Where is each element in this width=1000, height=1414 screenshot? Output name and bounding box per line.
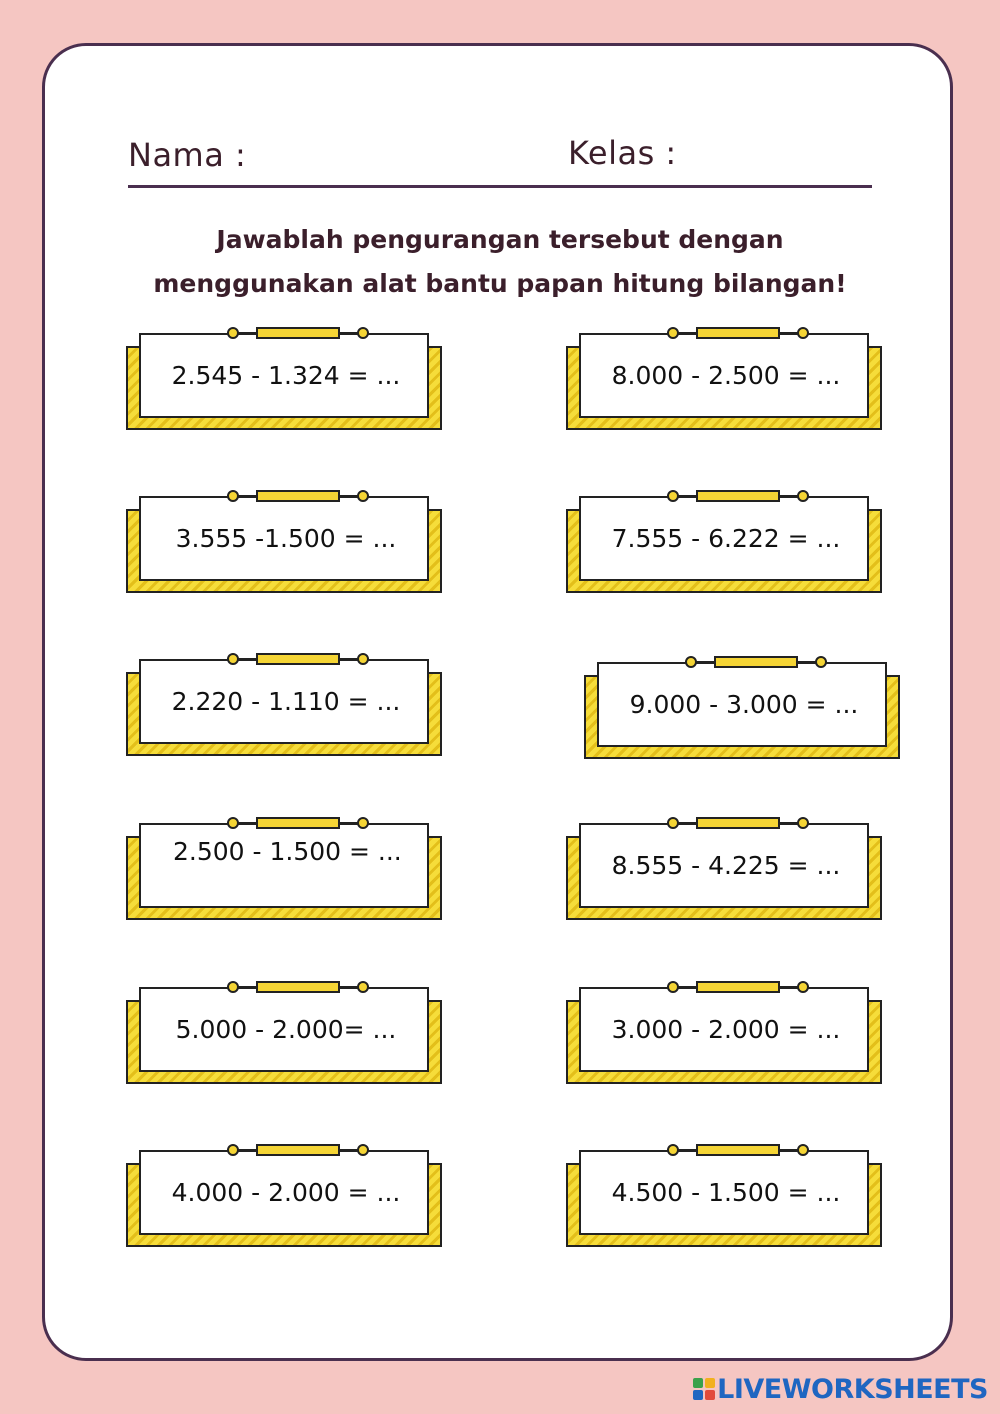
problem-text: 3.555 -1.500 = ...	[175, 524, 397, 553]
problem-text: 2.545 - 1.324 = ...	[171, 361, 401, 390]
clip-icon	[256, 817, 340, 829]
problem-text: 4.500 - 1.500 = ...	[611, 1178, 841, 1207]
instruction-line-1: Jawablah pengurangan tersebut dengan	[216, 225, 784, 254]
problem-text: 2.220 - 1.110 = ...	[171, 687, 401, 716]
problem-card	[566, 987, 882, 1087]
problem-text: 8.000 - 2.500 = ...	[611, 361, 841, 390]
problem-text: 8.555 - 4.225 = ...	[611, 851, 841, 880]
header-divider	[128, 185, 872, 188]
clip-icon	[256, 653, 340, 665]
clip-icon	[256, 1144, 340, 1156]
liveworksheets-footer[interactable]	[693, 1372, 988, 1406]
problem-card	[126, 333, 442, 433]
clip-icon	[696, 327, 780, 339]
clip-icon	[696, 817, 780, 829]
problem-text: 2.500 - 1.500 = ...	[173, 837, 402, 866]
problem-card	[566, 333, 882, 433]
problem-card	[126, 1150, 442, 1250]
problem-card	[566, 496, 882, 596]
liveworksheets-logo-icon	[693, 1378, 715, 1400]
problem-card	[584, 662, 900, 762]
clip-icon	[696, 1144, 780, 1156]
problem-card	[126, 823, 442, 923]
problem-text: 7.555 - 6.222 = ...	[611, 524, 841, 553]
instruction-text	[110, 218, 890, 306]
problem-text: 5.000 - 2.000= ...	[175, 1015, 397, 1044]
clip-icon	[696, 981, 780, 993]
instruction-line-2: menggunakan alat bantu papan hitung bilangan!	[153, 269, 847, 298]
clip-icon	[696, 490, 780, 502]
clip-icon	[256, 490, 340, 502]
clip-icon	[256, 327, 340, 339]
clip-icon	[256, 981, 340, 993]
name-label: Nama :	[128, 136, 247, 174]
problem-text: 9.000 - 3.000 = ...	[629, 690, 859, 719]
class-label: Kelas :	[568, 134, 677, 172]
problem-text: 3.000 - 2.000 = ...	[611, 1015, 841, 1044]
problem-card	[566, 1150, 882, 1250]
problem-card	[126, 659, 442, 759]
problem-card	[126, 496, 442, 596]
problem-card	[126, 987, 442, 1087]
brand-name: LIVEWORKSHEETS	[717, 1373, 988, 1405]
clip-icon	[714, 656, 798, 668]
problem-card	[566, 823, 882, 923]
problem-text: 4.000 - 2.000 = ...	[171, 1178, 401, 1207]
